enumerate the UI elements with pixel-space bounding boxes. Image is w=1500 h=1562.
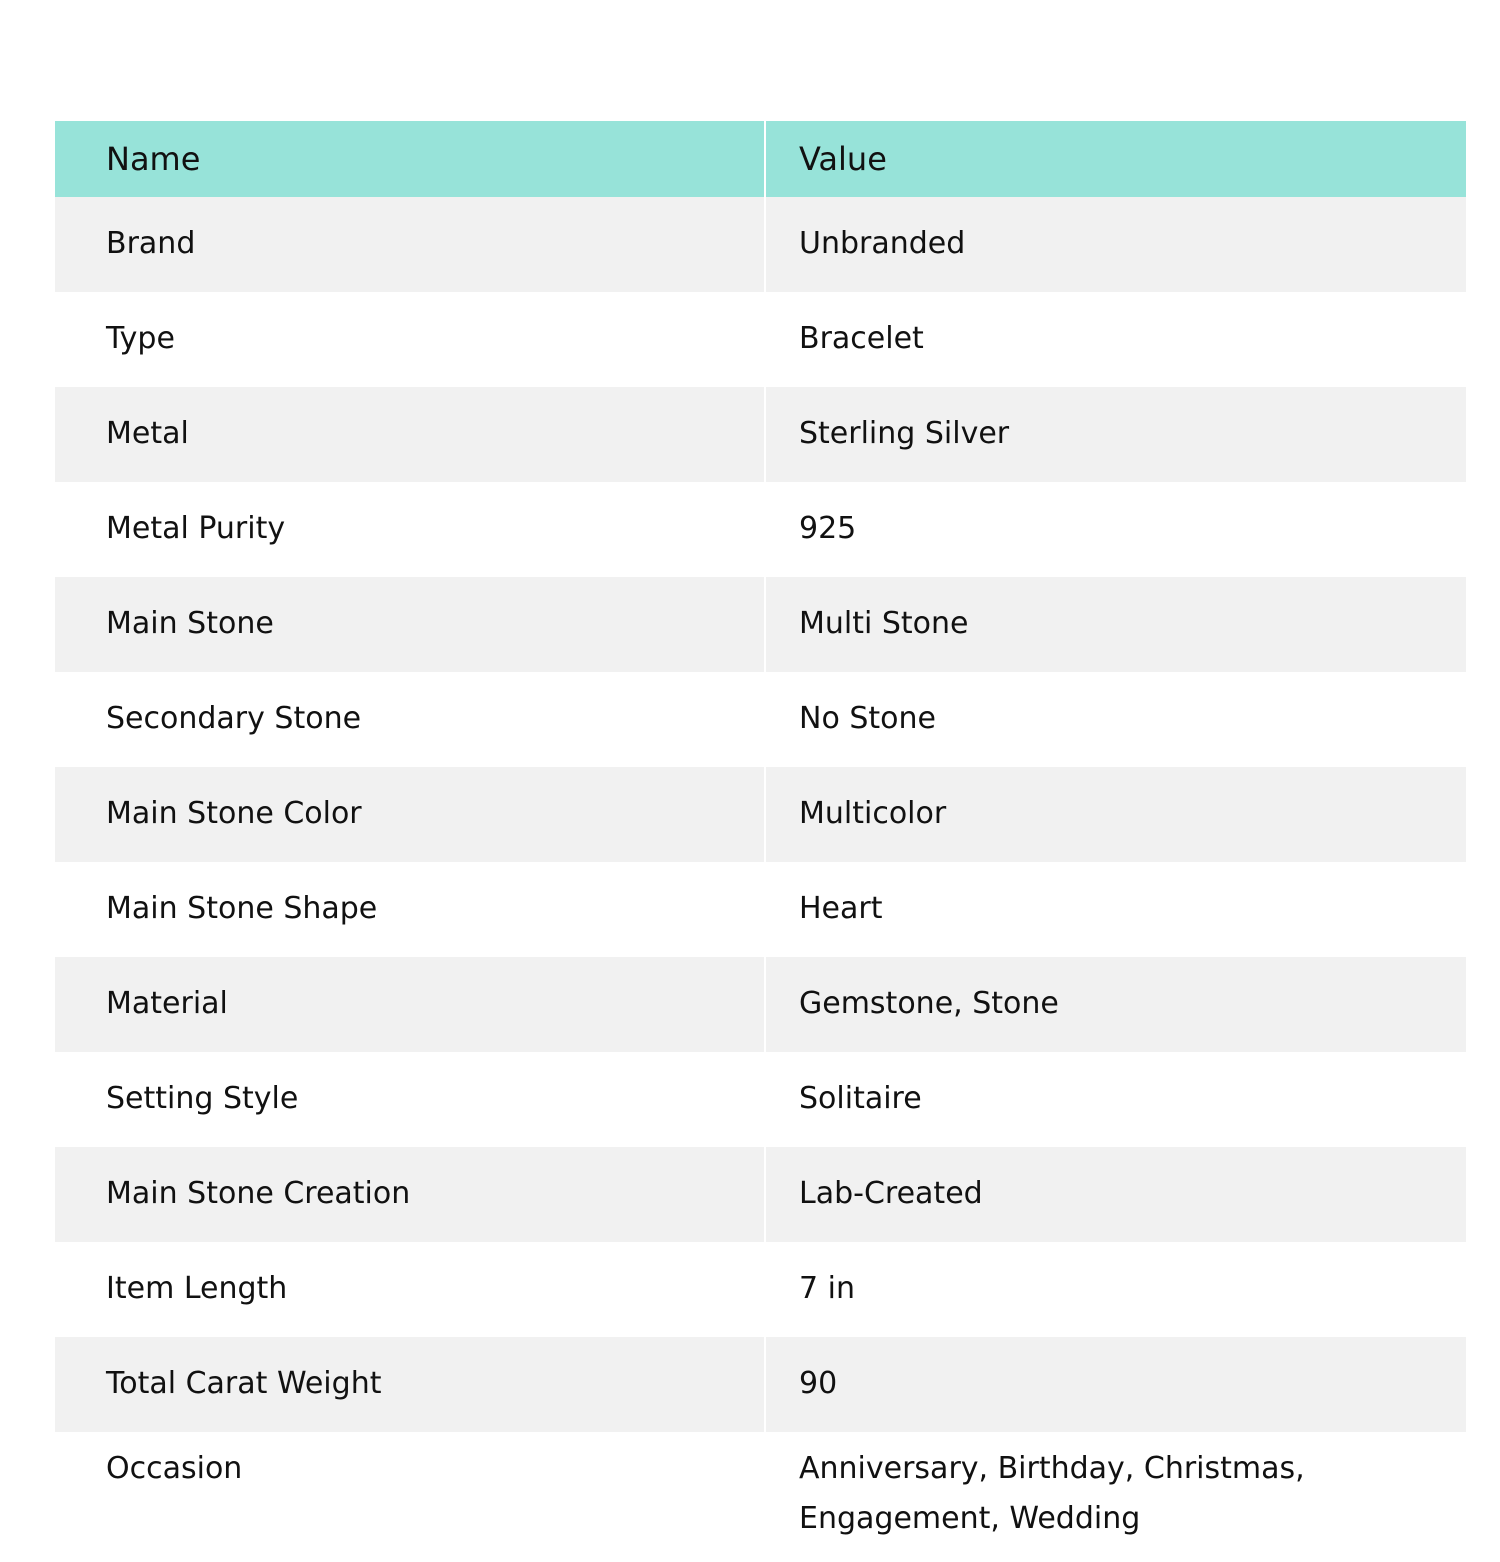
table-row [55, 767, 1466, 862]
table-header-row [55, 121, 1466, 197]
spec-value-cell: Multi Stone [766, 577, 1466, 672]
spec-value-cell: Multicolor [766, 767, 1466, 862]
spec-name-cell: Setting Style [55, 1052, 766, 1147]
spec-value-cell: Bracelet [766, 292, 1466, 387]
spec-name-cell: Main Stone [55, 577, 766, 672]
spec-name-cell: Main Stone Color [55, 767, 766, 862]
spec-name-cell: Material [55, 957, 766, 1052]
item-specifics-table [55, 121, 1466, 1562]
table-row [55, 1147, 1466, 1242]
spec-value-cell: Sterling Silver [766, 387, 1466, 482]
spec-name-cell: Main Stone Shape [55, 862, 766, 957]
table-row [55, 577, 1466, 672]
table-row [55, 957, 1466, 1052]
spec-value-cell: Anniversary, Birthday, Christmas, Engagement, Wedding [766, 1432, 1466, 1562]
spec-name-cell: Item Length [55, 1242, 766, 1337]
spec-name-cell: Metal [55, 387, 766, 482]
spec-name-cell: Brand [55, 197, 766, 292]
table-row [55, 197, 1466, 292]
spec-value-cell: No Stone [766, 672, 1466, 767]
table-row [55, 1242, 1466, 1337]
spec-value-cell: Solitaire [766, 1052, 1466, 1147]
spec-name-cell: Type [55, 292, 766, 387]
spec-name-cell: Secondary Stone [55, 672, 766, 767]
spec-value-cell: Unbranded [766, 197, 1466, 292]
spec-value-cell: 7 in [766, 1242, 1466, 1337]
table-body [55, 197, 1466, 1562]
table-row [55, 292, 1466, 387]
table-row [55, 1337, 1466, 1432]
spec-value-cell: Heart [766, 862, 1466, 957]
table-row [55, 387, 1466, 482]
spec-value-cell: Gemstone, Stone [766, 957, 1466, 1052]
table-row [55, 1052, 1466, 1147]
table-row [55, 1432, 1466, 1562]
spec-value-cell: 925 [766, 482, 1466, 577]
spec-name-cell: Occasion [55, 1432, 766, 1562]
table-row [55, 672, 1466, 767]
value-column-header: Value [766, 121, 1466, 197]
spec-value-cell: 90 [766, 1337, 1466, 1432]
name-column-header: Name [55, 121, 766, 197]
spec-name-cell: Metal Purity [55, 482, 766, 577]
spec-name-cell: Main Stone Creation [55, 1147, 766, 1242]
spec-value-cell: Lab-Created [766, 1147, 1466, 1242]
table-row [55, 862, 1466, 957]
table-row [55, 482, 1466, 577]
spec-name-cell: Total Carat Weight [55, 1337, 766, 1432]
